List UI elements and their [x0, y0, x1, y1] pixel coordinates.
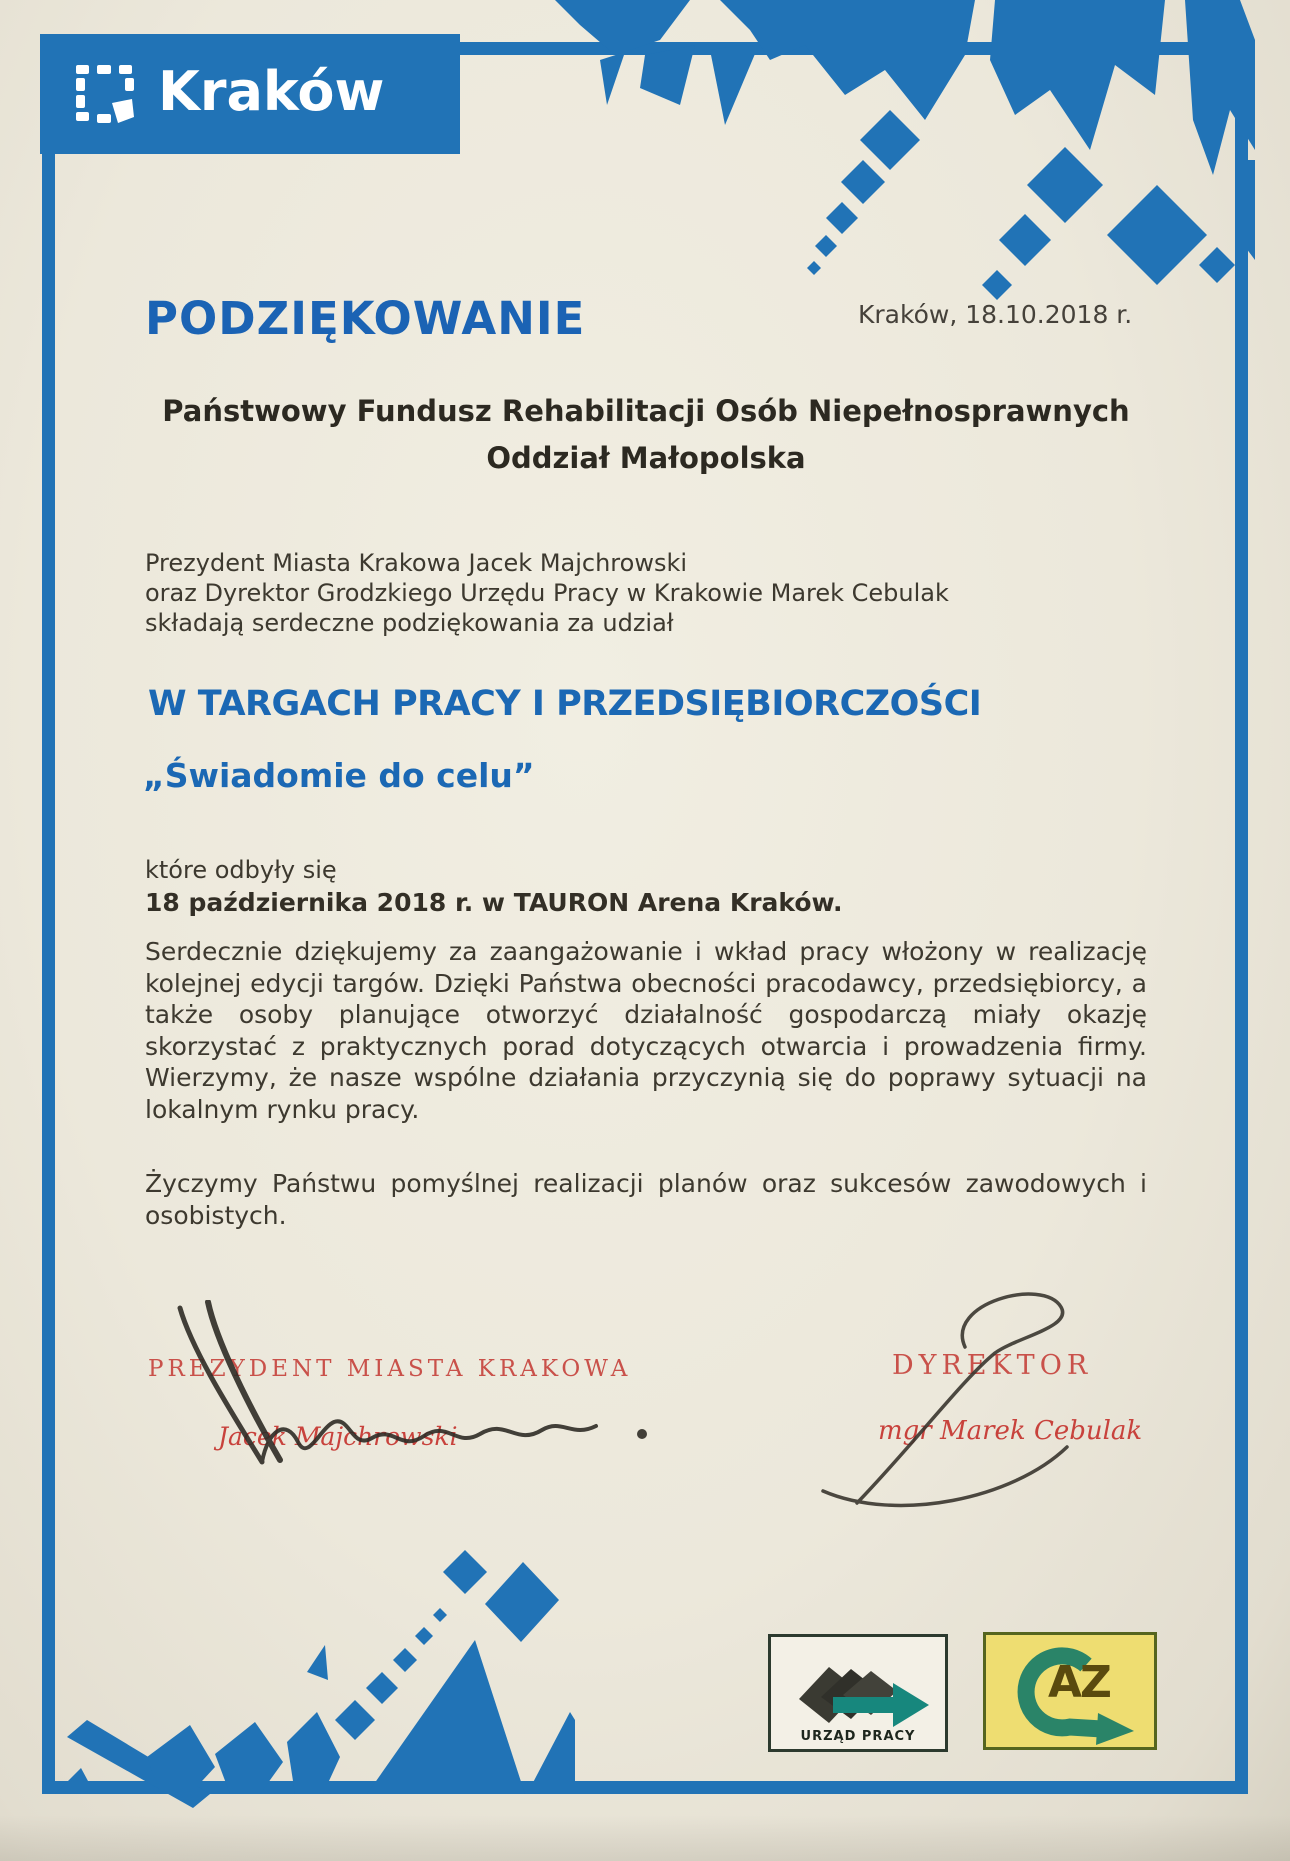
intro-block [145, 548, 949, 638]
event-title: W TARGACH PRACY I PRZEDSIĘBIORCZOŚCI [148, 684, 982, 724]
page-title: PODZIĘKOWANIE [145, 292, 586, 345]
signature-right-name: mgr Marek Cebulak [878, 1416, 1143, 1446]
event-subtitle: „Świadomie do celu” [143, 756, 535, 795]
closing-paragraph: Życzymy Państwu pomyślnej realizacji planów oraz sukcesów zawodowych i osobistych. [145, 1169, 1147, 1230]
urzad-pracy-label: URZĄD PRACY [800, 1729, 916, 1744]
intro-line-3: składają serdeczne podziękowania za udział [145, 609, 674, 637]
signature-left-title: PREZYDENT MIASTA KRAKOWA [148, 1356, 632, 1382]
caz-logo [983, 1632, 1157, 1750]
body-paragraph: Serdecznie dziękujemy za zaangażowanie i wkład pracy włożony w realizację kolejnej edycji targów. Dzięki Państwa obecności pracodawcy, przedsiębiorcy, a także osoby planujące otworzyć działalność gospodarczą miały okazję skorzystać z praktycznych porad dotyczących otwarcia i prowadzenia firmy. Wierzymy, że nasze wspólne działania przyczynią się do poprawy sytuacji na lokalnym rynku pracy. [145, 937, 1147, 1124]
crystal-decoration-top-right [545, 0, 1255, 345]
intro-line-2: oraz Dyrektor Grodzkiego Urzędu Pracy w Krakowie Marek Cebulak [145, 579, 949, 607]
event-when-intro: które odbyły się [145, 856, 337, 884]
crystal-decoration-bottom-left [55, 1542, 575, 1812]
event-when-date: 18 października 2018 r. w TAURON Arena Kraków. [145, 888, 843, 917]
krakow-banner [40, 34, 460, 154]
caz-letters: AZ [1048, 1657, 1110, 1708]
signature-left-name: Jacek Majchrowski [218, 1422, 458, 1451]
intro-line-1: Prezydent Miasta Krakowa Jacek Majchrowski [145, 549, 688, 577]
handwritten-signature-left [150, 1300, 710, 1470]
recipient-line-1: Państwowy Fundusz Rehabilitacji Osób Niepełnosprawnych [162, 394, 1130, 428]
signature-right-title: DYREKTOR [892, 1350, 1093, 1381]
urzad-pracy-logo [768, 1634, 948, 1752]
handwritten-signature-right [805, 1285, 1115, 1525]
krakow-logo-text: Kraków [158, 60, 385, 123]
recipient-block [145, 394, 1147, 488]
krakow-mosaic-icon [76, 65, 134, 123]
recipient-line-2: Oddział Małopolska [486, 441, 806, 475]
place-and-date: Kraków, 18.10.2018 r. [858, 300, 1133, 329]
